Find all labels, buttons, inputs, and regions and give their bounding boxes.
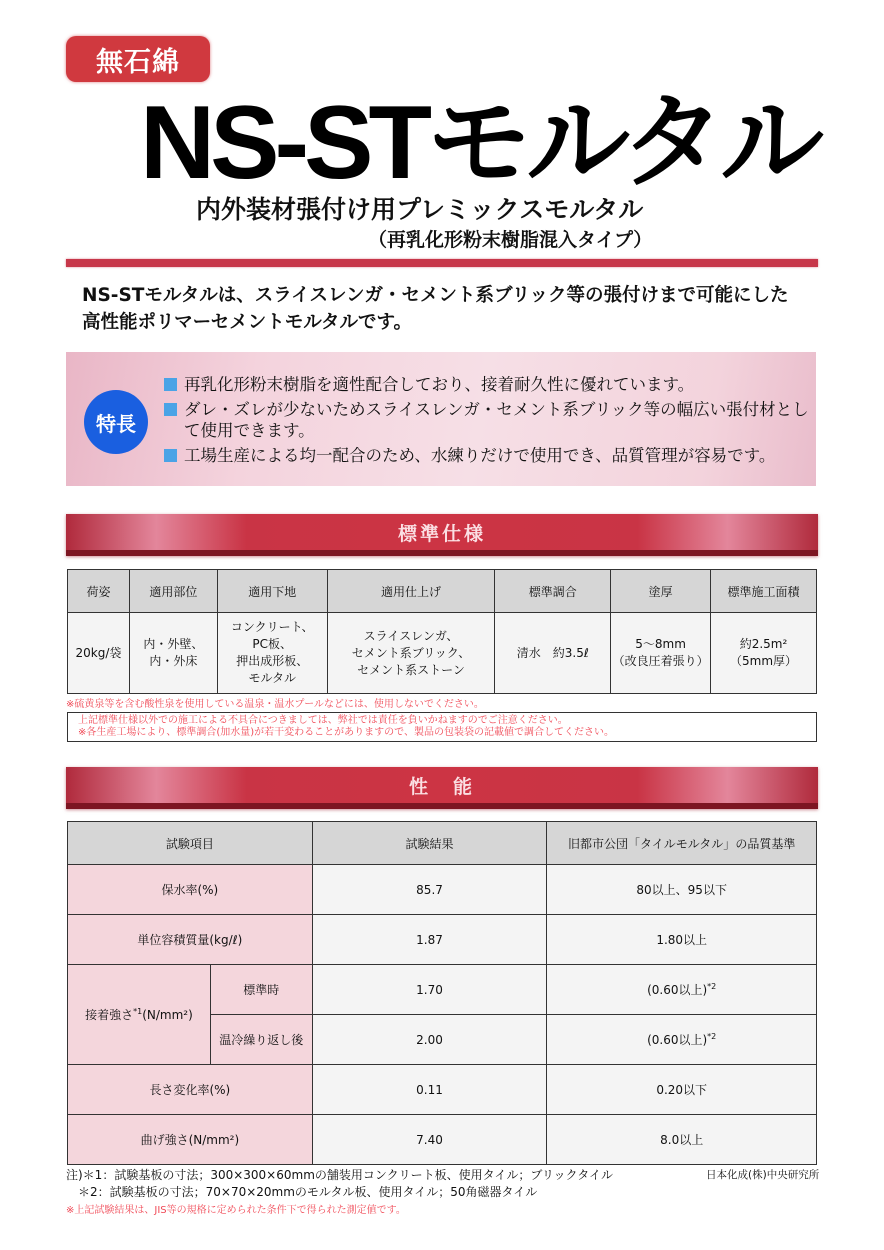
features-label-circle xyxy=(84,390,148,454)
test-standard: 0.20以下 xyxy=(547,1065,817,1115)
product-type: （再乳化形粉末樹脂混入タイプ） xyxy=(368,229,653,251)
asbestos-free-badge xyxy=(66,36,210,82)
square-bullet-icon xyxy=(164,378,177,391)
perf-header-cell: 試験結果 xyxy=(312,822,547,865)
test-standard: (0.60以上)$^{*2}$ xyxy=(547,965,817,1015)
test-result: 7.40 xyxy=(312,1115,547,1165)
performance-table xyxy=(67,821,817,1165)
finish-cell: スライスレンガ、 セメント系ブリック、 セメント系ストーン xyxy=(327,613,495,694)
spec-header-cell: 適用下地 xyxy=(217,570,327,613)
footnote-1: 注)＊1：試験基板の寸法；300×300×60mmの舗装用コンクリート板、使用タイル；ブリックタイル xyxy=(66,1168,613,1182)
spec-header-cell: 塗厚 xyxy=(611,570,711,613)
footnote-red-note: ※上記試験結果は、JIS等の規格に定められた条件下で得られた測定値です。 xyxy=(66,1205,406,1216)
perf-row-bond-standard xyxy=(68,965,817,1015)
disclaimer-line-2: ※各生産工場により、標準調合(加水量)が若干変わることがありますので、製品の包装袋の記載値で調合してください。 xyxy=(78,727,614,738)
test-standard: (0.60以上)$^{*2}$ xyxy=(547,1015,817,1065)
lab-credit: 日本化成(株)中央研究所 xyxy=(706,1169,820,1181)
header-divider xyxy=(66,259,818,267)
perf-row-length-change xyxy=(68,1065,817,1115)
spec-header-cell: 荷姿 xyxy=(68,570,130,613)
feature-item: 工場生産による均一配合のため、水練りだけで使用でき、品質管理が容易です。 xyxy=(164,445,814,466)
spec-warning-note: ※硫黄泉等を含む酸性泉を使用している温泉・温水プールなどには、使用しないでください。 xyxy=(66,699,484,710)
spec-table xyxy=(67,569,817,694)
test-item: 保水率(%) xyxy=(68,865,313,915)
spec-header-cell: 標準施工面積 xyxy=(711,570,817,613)
test-result: 2.00 xyxy=(312,1015,547,1065)
spec-header-cell: 適用仕上げ xyxy=(327,570,495,613)
test-result: 1.87 xyxy=(312,915,547,965)
test-result: 1.70 xyxy=(312,965,547,1015)
spec-disclaimer-box xyxy=(67,712,817,742)
perf-header-cell: 旧都市公団「タイルモルタル」の品質基準 xyxy=(547,822,817,865)
test-condition: 温冷繰り返し後 xyxy=(210,1015,312,1065)
spec-section-title: 標準仕様 xyxy=(397,522,486,545)
test-item: 単位容積質量(kg/ℓ) xyxy=(68,915,313,965)
feature-item: 再乳化形粉末樹脂を適性配合しており、接着耐久性に優れています。 xyxy=(164,374,814,395)
test-condition: 標準時 xyxy=(210,965,312,1015)
spec-data-row xyxy=(68,613,817,694)
spec-header-cell: 適用部位 xyxy=(129,570,217,613)
test-item: 長さ変化率(%) xyxy=(68,1065,313,1115)
test-standard: 8.0以上 xyxy=(547,1115,817,1165)
disclaimer-line-1: 上記標準仕様以外での施工による不具合につきましては、弊社では責任を負いかねますのでご注意ください。 xyxy=(78,715,568,726)
test-standard: 1.80以上 xyxy=(547,915,817,965)
square-bullet-icon xyxy=(164,403,177,416)
spec-header-cell: 標準調合 xyxy=(495,570,611,613)
intro-line-1: NS-STモルタルは、スライスレンガ・セメント系ブリック等の張付けまで可能にした xyxy=(82,285,789,306)
spec-section-banner xyxy=(66,514,818,556)
perf-row-water-retention xyxy=(68,865,817,915)
substrate-cell: コンクリート、 PC板、 押出成形板、 モルタル xyxy=(217,613,327,694)
features-list xyxy=(164,374,814,470)
footnote-2: ＊2：試験基板の寸法；70×70×20mmのモルタル板、使用タイル；50角磁器タイル xyxy=(66,1185,538,1199)
badge-label: 無石綿 xyxy=(96,46,180,78)
spec-header-row xyxy=(68,570,817,613)
product-subtitle: 内外装材張付け用プレミックスモルタル xyxy=(196,195,644,224)
test-result: 85.7 xyxy=(312,865,547,915)
perf-header-row xyxy=(68,822,817,865)
perf-section-title: 性 能 xyxy=(408,775,475,798)
test-item: 曲げ強さ(N/mm²) xyxy=(68,1115,313,1165)
mix-cell: 清水 約3.5ℓ xyxy=(495,613,611,694)
perf-row-unit-mass xyxy=(68,915,817,965)
package-cell: 20kg/袋 xyxy=(68,613,130,694)
features-label: 特長 xyxy=(96,411,136,436)
feature-item: ダレ・ズレが少ないためスライスレンガ・セメント系ブリック等の幅広い張付材として使用できます。 xyxy=(164,399,814,441)
thickness-cell: 5〜8mm （改良圧着張り） xyxy=(611,613,711,694)
test-standard: 80以上、95以下 xyxy=(547,865,817,915)
parts-cell: 内・外壁、 内・外床 xyxy=(129,613,217,694)
perf-section-banner xyxy=(66,767,818,809)
perf-header-cell: 試験項目 xyxy=(68,822,313,865)
area-cell: 約2.5m² （5mm厚） xyxy=(711,613,817,694)
test-result: 0.11 xyxy=(312,1065,547,1115)
intro-line-2: 高性能ポリマーセメントモルタルです。 xyxy=(82,312,413,333)
perf-row-flexural-strength xyxy=(68,1115,817,1165)
test-item-bond-strength: 接着強さ$^{*1}$(N/mm²) xyxy=(68,965,211,1065)
product-title: NS-STモルタル xyxy=(140,85,819,201)
square-bullet-icon xyxy=(164,449,177,462)
intro-text xyxy=(82,282,822,336)
